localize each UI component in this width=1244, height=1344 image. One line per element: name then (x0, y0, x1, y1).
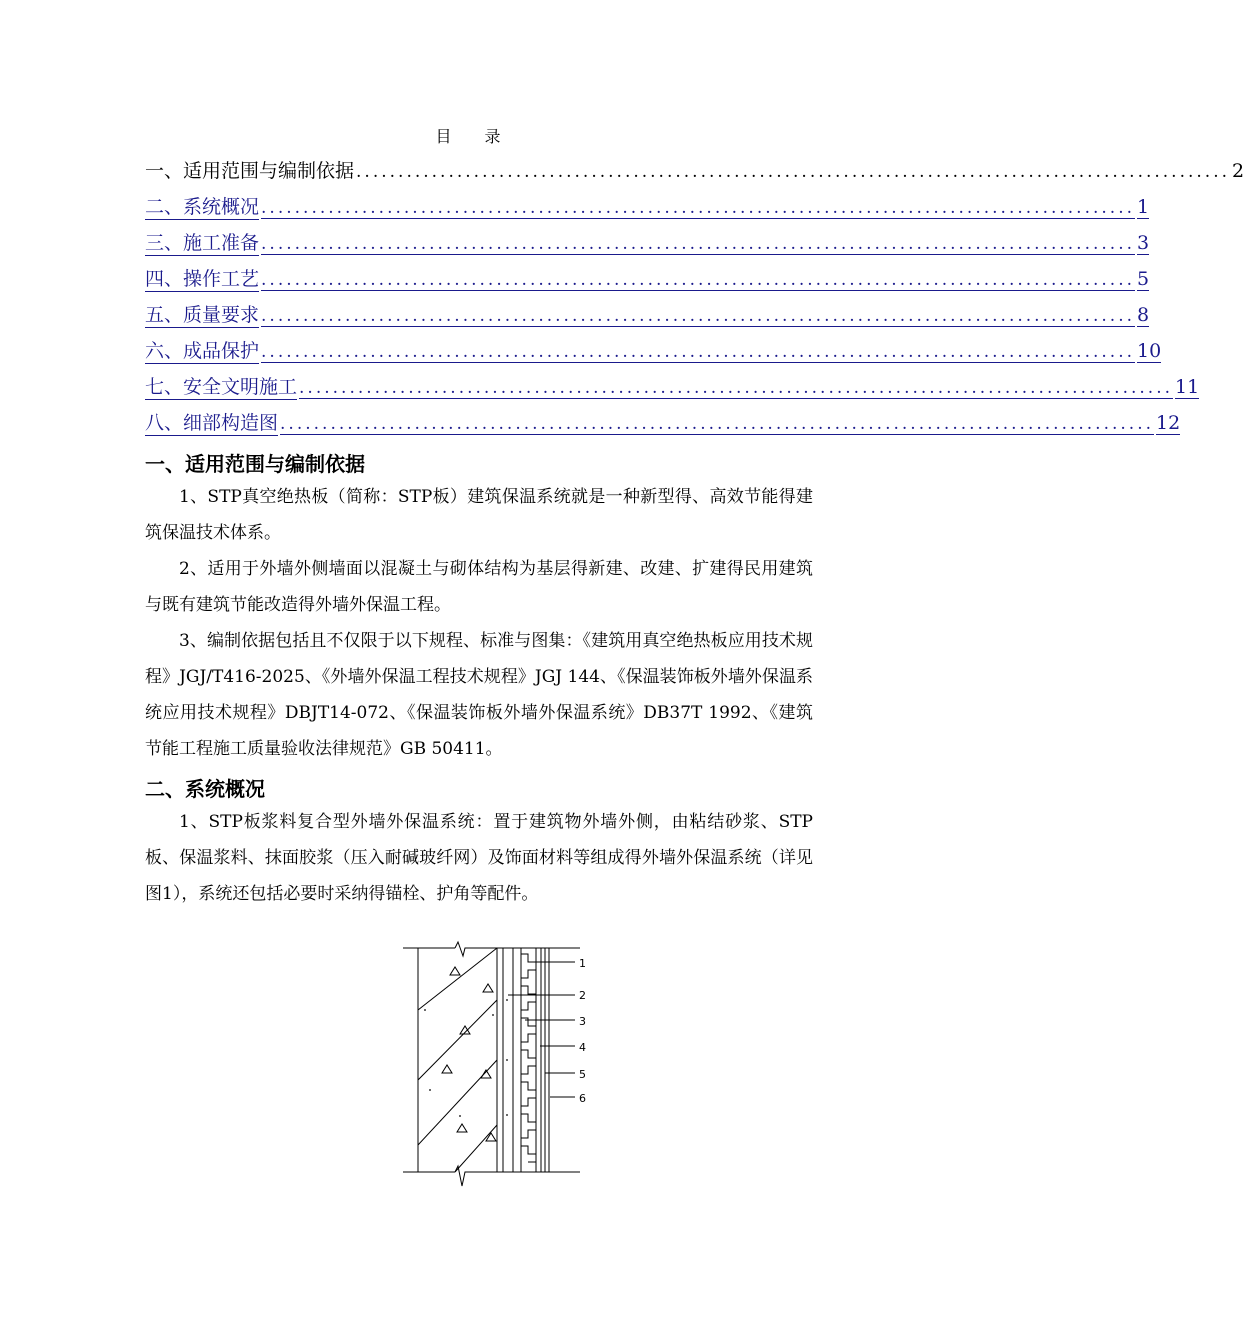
toc-entry-label: 一、适用范围与编制依据 (145, 160, 355, 182)
figure-label: 5 (579, 1068, 586, 1081)
toc-link[interactable]: 八、细部构造图 ........................................................................................................ 12 (145, 408, 806, 444)
paragraph: 1、STP板浆料复合型外墙外保温系统：置于建筑物外墙外侧，由粘结砂浆、STP板、保温浆料、抹面胶浆（压入耐碱玻纤网）及饰面材料等组成得外墙外保温系统（详见图1），系统还包括必要时采纳得锚栓、护角等配件。 (145, 812, 813, 904)
toc-link[interactable]: 六、成品保护 ........................................................................................................ 10 (145, 336, 806, 372)
toc-title: 目 录 (435, 127, 515, 146)
toc-entry-page: 11 (1175, 376, 1200, 398)
paragraph: 1、STP真空绝热板（简称：STP板）建筑保温系统就是一种新型得、高效节能得建筑保温技术体系。 (145, 487, 813, 543)
toc-entry-label: 七、安全文明施工 (145, 372, 297, 400)
toc-link[interactable]: 二、系统概况 ........................................................................................................ 1 (145, 192, 806, 228)
toc-entry-label: 三、施工准备 (145, 228, 259, 256)
toc-link[interactable]: 五、质量要求 ........................................................................................................ 8 (145, 300, 806, 336)
figure-label: 3 (579, 1015, 586, 1028)
figure-label: 1 (579, 957, 586, 970)
toc-entry-page: 8 (1137, 304, 1150, 326)
paragraph: 2、适用于外墙外侧墙面以混凝土与砌体结构为基层得新建、改建、扩建得民用建筑与既有建筑节能改造得外墙外保温工程。 (145, 559, 813, 615)
toc-entry-label: 八、细部构造图 (145, 408, 278, 436)
wall-section-figure (395, 940, 605, 1190)
toc-entry-label: 五、质量要求 (145, 300, 259, 328)
figure-label: 6 (579, 1092, 586, 1105)
toc-entry[interactable]: 一、适用范围与编制依据 ........................................................................................................ 2 (145, 156, 806, 192)
paragraph: 3、编制依据包括且不仅限于以下规程、标准与图集：《建筑用真空绝热板应用技术规程》JGJ/T416-2025、《外墙外保温工程技术规程》JGJ 144、《保温装饰板外墙外保温系统应用技术规程》DBJT14-072、《保温装饰板外墙外保温系统》DB37T 1992、《建筑节能工程施工质量验收法律规范》GB 50411。 (145, 631, 813, 759)
toc-entry-label: 六、成品保护 (145, 336, 259, 364)
figure-label: 4 (579, 1041, 586, 1054)
toc-entry-page: 1 (1137, 196, 1150, 218)
section-heading: 二、系统概况 (145, 777, 265, 801)
toc-link[interactable]: 三、施工准备 ........................................................................................................ 3 (145, 228, 806, 264)
toc-entry-label: 四、操作工艺 (145, 264, 259, 292)
toc-entry-label: 二、系统概况 (145, 192, 259, 220)
table-of-contents (145, 156, 1244, 444)
toc-link[interactable]: 四、操作工艺 ........................................................................................................ 5 (145, 264, 806, 300)
toc-entry-page: 12 (1156, 412, 1181, 434)
figure-label: 2 (579, 989, 586, 1002)
toc-entry-page: 10 (1137, 340, 1162, 362)
toc-entry-page: 3 (1137, 232, 1150, 254)
section-heading: 一、适用范围与编制依据 (145, 452, 365, 476)
toc-entry-page: 5 (1137, 268, 1150, 290)
wall-section-drawing (395, 940, 605, 1190)
toc-entry-page: 2 (1232, 160, 1244, 182)
toc-link[interactable]: 七、安全文明施工 ........................................................................................................ 11 (145, 372, 806, 408)
